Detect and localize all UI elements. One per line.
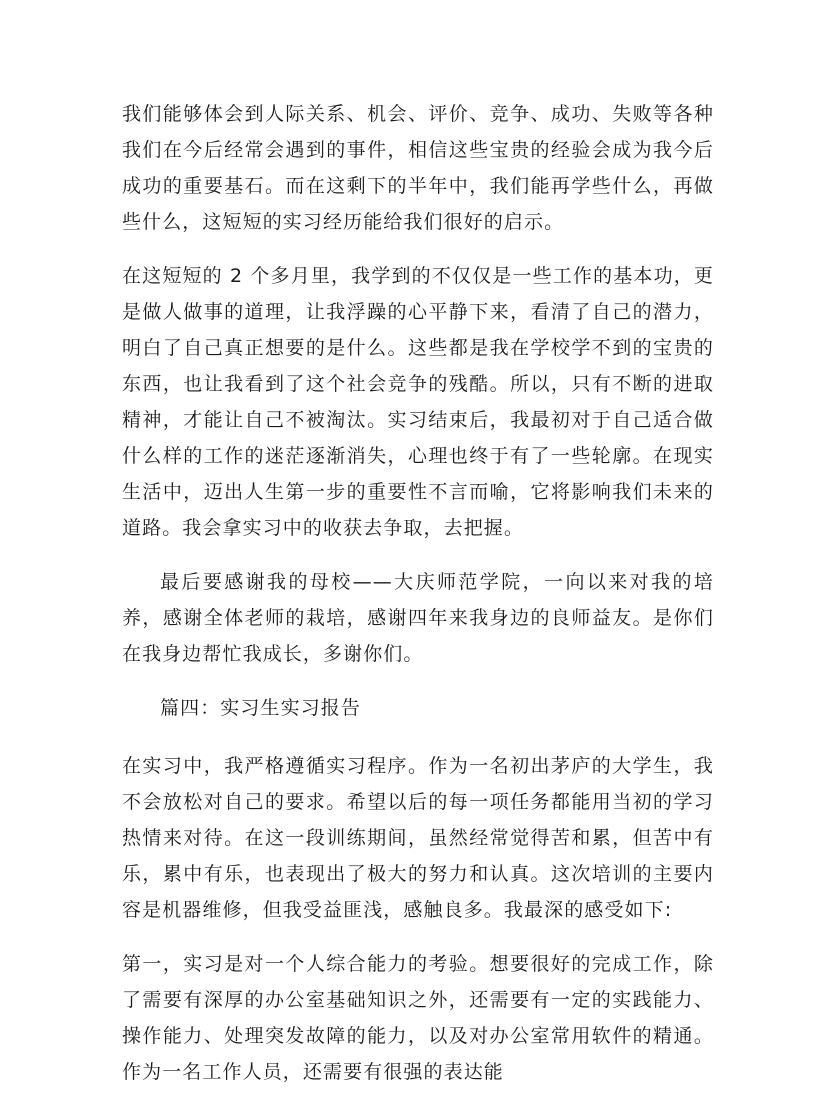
paragraph-5: 第一，实习是对一个人综合能力的考验。想要很好的完成工作，除了需要有深厚的办公室基础知识之外，还需要有一定的实践能力、操作能力、处理突发故障的能力，以及对办公室常用软件的精通。作为一名工作人员，还需要有很强的表达能: [122, 953, 714, 1083]
paragraph-3: 最后要感谢我的母校——大庆师范学院，一向以来对我的培养，感谢全体老师的栽培，感谢四年来我身边的良师益友。是你们在我身边帮忙我成长，多谢你们。: [122, 571, 714, 665]
paragraph-4: 在实习中，我严格遵循实习程序。作为一名初出茅庐的大学生，我不会放松对自己的要求。希望以后的每一项任务都能用当初的学习热情来对待。在这一段训练期间，虽然经常觉得苦和累，但苦中有乐，累中有乐，也表现出了极大的努力和认真。这次培训的主要内容是机器维修，但我受益匪浅，感触良多。我最深的感受如下:: [122, 755, 714, 921]
paragraph-1: 我们能够体会到人际关系、机会、评价、竞争、成功、失败等各种我们在今后经常会遇到的事件，相信这些宝贵的经验会成为我今后成功的重要基石。而在这剩下的半年中，我们能再学些什么，再做些什么，这短短的实习经历能给我们很好的启示。: [122, 103, 714, 233]
paragraph-2: 在这短短的 2 个多月里，我学到的不仅仅是一些工作的基本功，更是做人做事的道理，让我浮躁的心平静下来，看清了自己的潜力，明白了自己真正想要的是什么。这些都是我在学校学不到的宝贵的东西，也让我看到了这个社会竞争的残酷。所以，只有不断的进取精神，才能让自己不被淘汰。实习结束后，我最初对于自己适合做什么样的工作的迷茫逐渐消失，心理也终于有了一些轮廓。在现实生活中，迈出人生第一步的重要性不言而喻，它将影响我们未来的道路。我会拿实习中的收获去争取，去把握。: [122, 265, 714, 539]
document-body: [122, 96, 714, 1108]
section-heading: 篇四：实习生实习报告: [160, 697, 362, 719]
